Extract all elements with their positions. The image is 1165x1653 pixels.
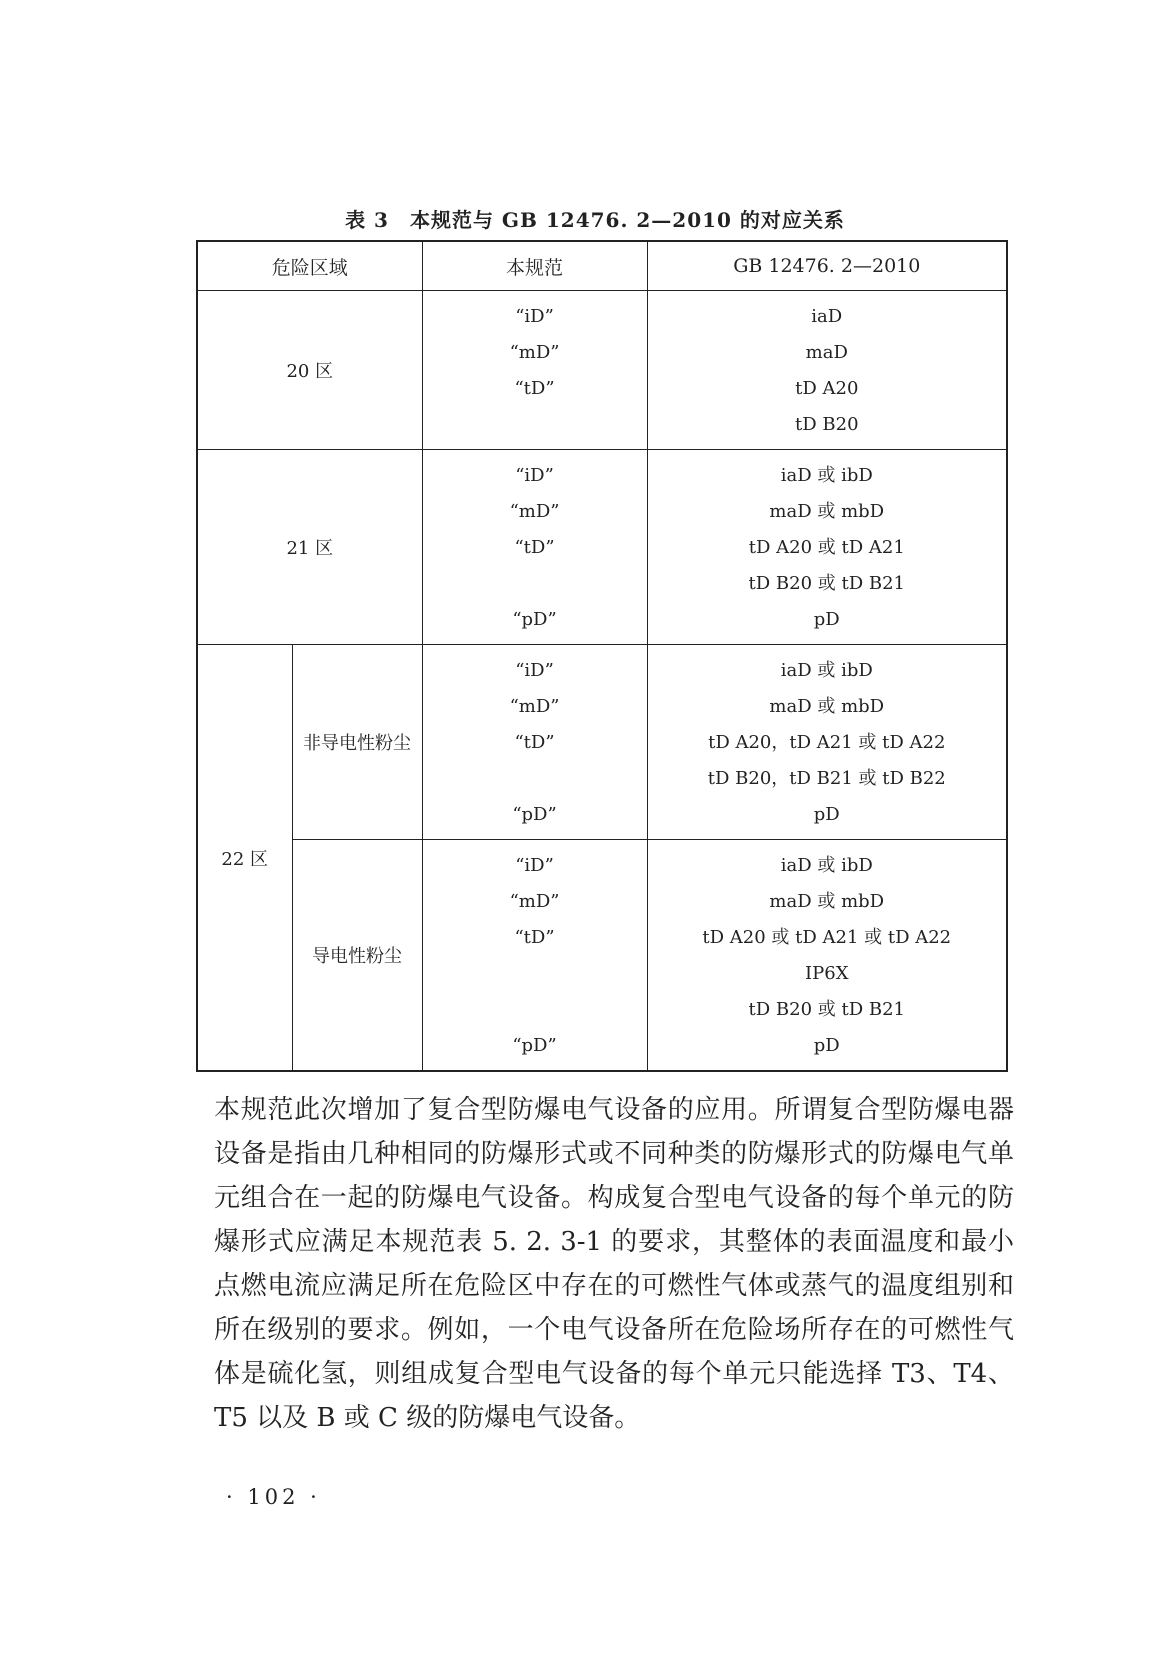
standard-cell	[422, 840, 647, 1072]
table-row	[197, 291, 1007, 450]
cell-line: tD B20	[795, 414, 859, 435]
cell-line: “iD”	[515, 306, 554, 327]
table-row	[197, 450, 1007, 645]
cell-line: “pD”	[512, 804, 557, 825]
cell-line: “mD”	[509, 696, 560, 717]
cell-line: “mD”	[509, 891, 560, 912]
table-row	[197, 840, 1007, 1072]
cell-line: maD	[805, 342, 848, 363]
correspondence-table	[196, 240, 1008, 1072]
gb-cell	[647, 291, 1007, 450]
cell-line: “tD”	[514, 732, 555, 753]
cell-line: “tD”	[514, 537, 555, 558]
cell-line: “tD”	[514, 378, 555, 399]
cell-line: iaD 或 ibD	[780, 465, 873, 486]
cell-line: tD A20 或 tD A21	[748, 537, 905, 558]
cell-line: “pD”	[512, 1035, 557, 1056]
dust-type-cell: 导电性粉尘	[292, 840, 422, 1072]
cell-line: “tD”	[514, 927, 555, 948]
standard-cell	[422, 645, 647, 840]
standard-cell	[422, 450, 647, 645]
cell-line: pD	[813, 609, 840, 630]
cell-line: iaD 或 ibD	[780, 660, 873, 681]
header-gb: GB 12476. 2—2010	[647, 241, 1007, 291]
cell-line: maD 或 mbD	[769, 891, 885, 912]
cell-line: tD A20 或 tD A21 或 tD A22	[702, 927, 952, 948]
cell-line: “iD”	[515, 660, 554, 681]
cell-line: “pD”	[512, 609, 557, 630]
cell-line: tD A20，tD A21 或 tD A22	[708, 732, 946, 753]
table-row	[197, 645, 1007, 840]
cell-line: iaD	[811, 306, 843, 327]
gb-cell	[647, 450, 1007, 645]
cell-line: “mD”	[509, 501, 560, 522]
body-paragraph: 本规范此次增加了复合型防爆电气设备的应用。所谓复合型防爆电器设备是指由几种相同的防爆形式或不同种类的防爆形式的防爆电气单元组合在一起的防爆电气设备。构成复合型电气设备的每个单元的防爆形式应满足本规范表 5. 2. 3-1 的要求，其整体的表面温度和最小点燃电流应满足所在危险区中存在的可燃性气体或蒸气的温度组别和所在级别的要求。例如，一个电气设备所在危险场所存在的可燃性气体是硫化氢，则组成复合型电气设备的每个单元只能选择 T3、T4、T5 以及 B 或 C 级的防爆电气设备。	[214, 1095, 1014, 1433]
cell-line: tD A20	[795, 378, 859, 399]
header-standard: 本规范	[422, 241, 647, 291]
page-number: · 102 ·	[226, 1485, 321, 1509]
zone-cell: 20 区	[197, 291, 422, 450]
cell-line: tD B20 或 tD B21	[748, 999, 905, 1020]
cell-line: maD 或 mbD	[769, 501, 885, 522]
standard-cell	[422, 291, 647, 450]
cell-line: IP6X	[805, 963, 849, 984]
zone-cell: 22 区	[197, 645, 292, 1072]
dust-type-cell: 非导电性粉尘	[292, 645, 422, 840]
cell-line: “iD”	[515, 465, 554, 486]
cell-line: pD	[813, 804, 840, 825]
gb-cell	[647, 840, 1007, 1072]
cell-line: tD B20，tD B21 或 tD B22	[707, 768, 946, 789]
cell-line: “iD”	[515, 855, 554, 876]
zone-cell: 21 区	[197, 450, 422, 645]
gb-cell	[647, 645, 1007, 840]
header-zone: 危险区域	[197, 241, 422, 291]
cell-line: pD	[813, 1035, 840, 1056]
cell-line: “mD”	[509, 342, 560, 363]
cell-line: maD 或 mbD	[769, 696, 885, 717]
cell-line: tD B20 或 tD B21	[748, 573, 905, 594]
table-caption: 表 3 本规范与 GB 12476. 2—2010 的对应关系	[345, 208, 845, 232]
cell-line: iaD 或 ibD	[780, 855, 873, 876]
table-header-row	[197, 241, 1007, 291]
